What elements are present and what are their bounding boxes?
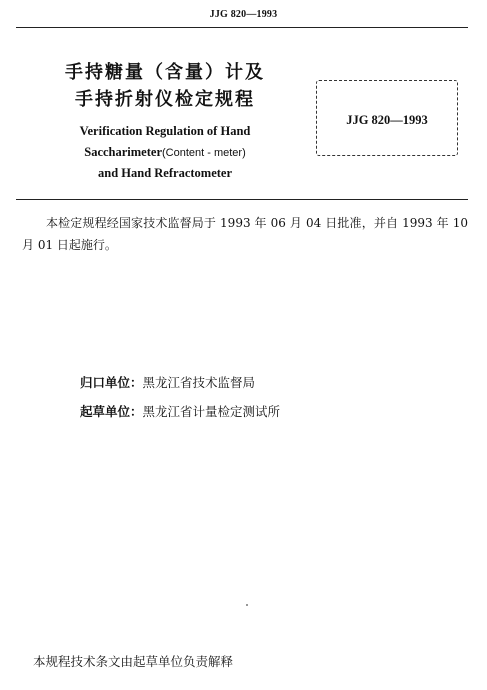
standard-code-box — [316, 80, 458, 156]
drafting-unit-label: 起草单位： — [80, 404, 143, 419]
title-english-line-2-paren: (Content - meter) — [162, 147, 246, 159]
standard-code-box-text: JJG 820—1993 — [346, 113, 428, 127]
drafting-unit-value: 黑龙江省计量检定测试所 — [142, 404, 281, 419]
title-english-line-3: and Hand Refractometer — [98, 166, 232, 180]
title-english-line-1: Verification Regulation of Hand — [79, 124, 251, 138]
title-chinese-line-2: 手持折射仪检定规程 — [75, 89, 255, 110]
responsible-unit-row — [80, 373, 255, 391]
responsible-unit-value: 黑龙江省技术监督局 — [142, 375, 256, 390]
title-english-line-2 — [40, 145, 290, 160]
body-divider — [16, 199, 468, 200]
title-english-line-2-main: Saccharimeter — [84, 145, 162, 159]
title-chinese-line-1: 手持糖量（含量）计及 — [65, 62, 265, 83]
approval-statement: 本检定规程经国家技术监督局于 1993 年 06 月 04 日批准，并自 1993 年 10 月 01 日起施行。 — [22, 216, 468, 252]
header-divider — [16, 27, 468, 28]
header-standard-code: JJG 820—1993 — [209, 9, 278, 20]
interpretation-note: 本规程技术条文由起草单位负责解释 — [33, 654, 234, 669]
scan-speck — [246, 604, 248, 606]
drafting-unit-row — [80, 402, 280, 420]
responsible-unit-label: 归口单位： — [80, 375, 143, 390]
